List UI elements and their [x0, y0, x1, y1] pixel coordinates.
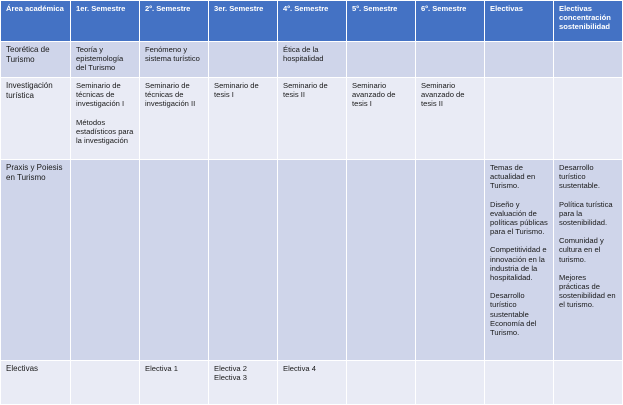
header-area: Área académica	[1, 1, 71, 42]
row-teoretica-s2: Fenómeno y sistema turístico	[140, 42, 209, 78]
header-semester-2: 2º. Semestre	[140, 1, 209, 42]
row-investigacion-s2: Seminario de técnicas de investigación II	[140, 78, 209, 160]
sost-comunidad-cultura: Comunidad y cultura en el turismo.	[559, 236, 604, 264]
row-teoretica-sostenibilidad	[554, 42, 623, 78]
header-electivas-sostenibilidad: Electivas concentración sostenibilidad	[554, 1, 623, 42]
row-investigacion-s1	[71, 78, 140, 160]
header-semester-3: 3er. Semestre	[209, 1, 278, 42]
row-electivas-area: Electivas	[1, 361, 71, 405]
row-investigacion-s6: Seminario avanzado de tesis II	[416, 78, 485, 160]
electiva-temas-actualidad: Temas de actualidad en Turismo.	[490, 163, 536, 191]
row-investigacion-area: Investigación turística	[1, 78, 71, 160]
row-teoretica-area: Teorética de Turismo	[1, 42, 71, 78]
sost-politica-turistica: Política turística para la sostenibilidad.	[559, 199, 613, 228]
row-praxis-s5	[347, 160, 416, 361]
row-praxis-area: Praxis y Poiesis en Turismo	[1, 160, 71, 361]
row-praxis-s3	[209, 160, 278, 361]
sost-mejores-practicas: Mejores prácticas de sostenibilidad en el turismo.	[559, 272, 616, 310]
row-praxis-s1	[71, 160, 140, 361]
row-electivas-s1	[71, 361, 140, 405]
row-investigacion-sostenibilidad	[554, 78, 623, 160]
row-teoretica-s3	[209, 42, 278, 78]
row-investigacion-s5: Seminario avanzado de tesis I	[347, 78, 416, 160]
row-teoretica-electivas	[485, 42, 554, 78]
electiva-desarrollo-economia: Desarrollo turístico sustentable Economía del Turismo.	[490, 291, 537, 338]
row-investigacion-s3: Seminario de tesis I	[209, 78, 278, 160]
row-electivas-s4: Electiva 4	[278, 361, 347, 405]
row-electivas-electivas	[485, 361, 554, 405]
row-praxis	[1, 160, 623, 361]
header-semester-5: 5º. Semestre	[347, 1, 416, 42]
header-row	[1, 1, 623, 42]
header-semester-6: 6º. Semestre	[416, 1, 485, 42]
electiva-competitividad: Competitividad e innovación en la industria de la hospitalidad.	[490, 245, 547, 283]
row-teoretica-s1: Teoría y epistemología del Turismo	[71, 42, 140, 78]
header-semester-1: 1er. Semestre	[71, 1, 140, 42]
header-electivas: Electivas	[485, 1, 554, 42]
sost-desarrollo-turistico: Desarrollo turístico sustentable.	[559, 163, 600, 191]
row-praxis-electivas	[485, 160, 554, 361]
course-metodos-estadisticos: Métodos estadísticos para la investigación	[76, 117, 134, 146]
header-semester-4: 4º. Semestre	[278, 1, 347, 42]
row-teoretica-s4: Ética de la hospitalidad	[278, 42, 347, 78]
row-investigacion-s4: Seminario de tesis II	[278, 78, 347, 160]
electiva-2: Electiva 2	[214, 364, 247, 373]
row-investigacion-electivas	[485, 78, 554, 160]
row-praxis-s4	[278, 160, 347, 361]
row-praxis-s2	[140, 160, 209, 361]
row-teoretica-s6	[416, 42, 485, 78]
row-electivas-sostenibilidad	[554, 361, 623, 405]
row-praxis-sostenibilidad	[554, 160, 623, 361]
electiva-politicas-publicas: Diseño y evaluación de políticas públicas para el Turismo.	[490, 199, 548, 237]
row-praxis-s6	[416, 160, 485, 361]
row-electivas-s6	[416, 361, 485, 405]
row-electivas	[1, 361, 623, 405]
row-teoretica-s5	[347, 42, 416, 78]
row-electivas-s3	[209, 361, 278, 405]
course-tecnicas-1: Seminario de técnicas de investigación I	[76, 81, 125, 109]
row-teoretica	[1, 42, 623, 78]
row-electivas-s2: Electiva 1	[140, 361, 209, 405]
row-investigacion	[1, 78, 623, 160]
row-electivas-s5	[347, 361, 416, 405]
electiva-3: Electiva 3	[214, 373, 247, 383]
